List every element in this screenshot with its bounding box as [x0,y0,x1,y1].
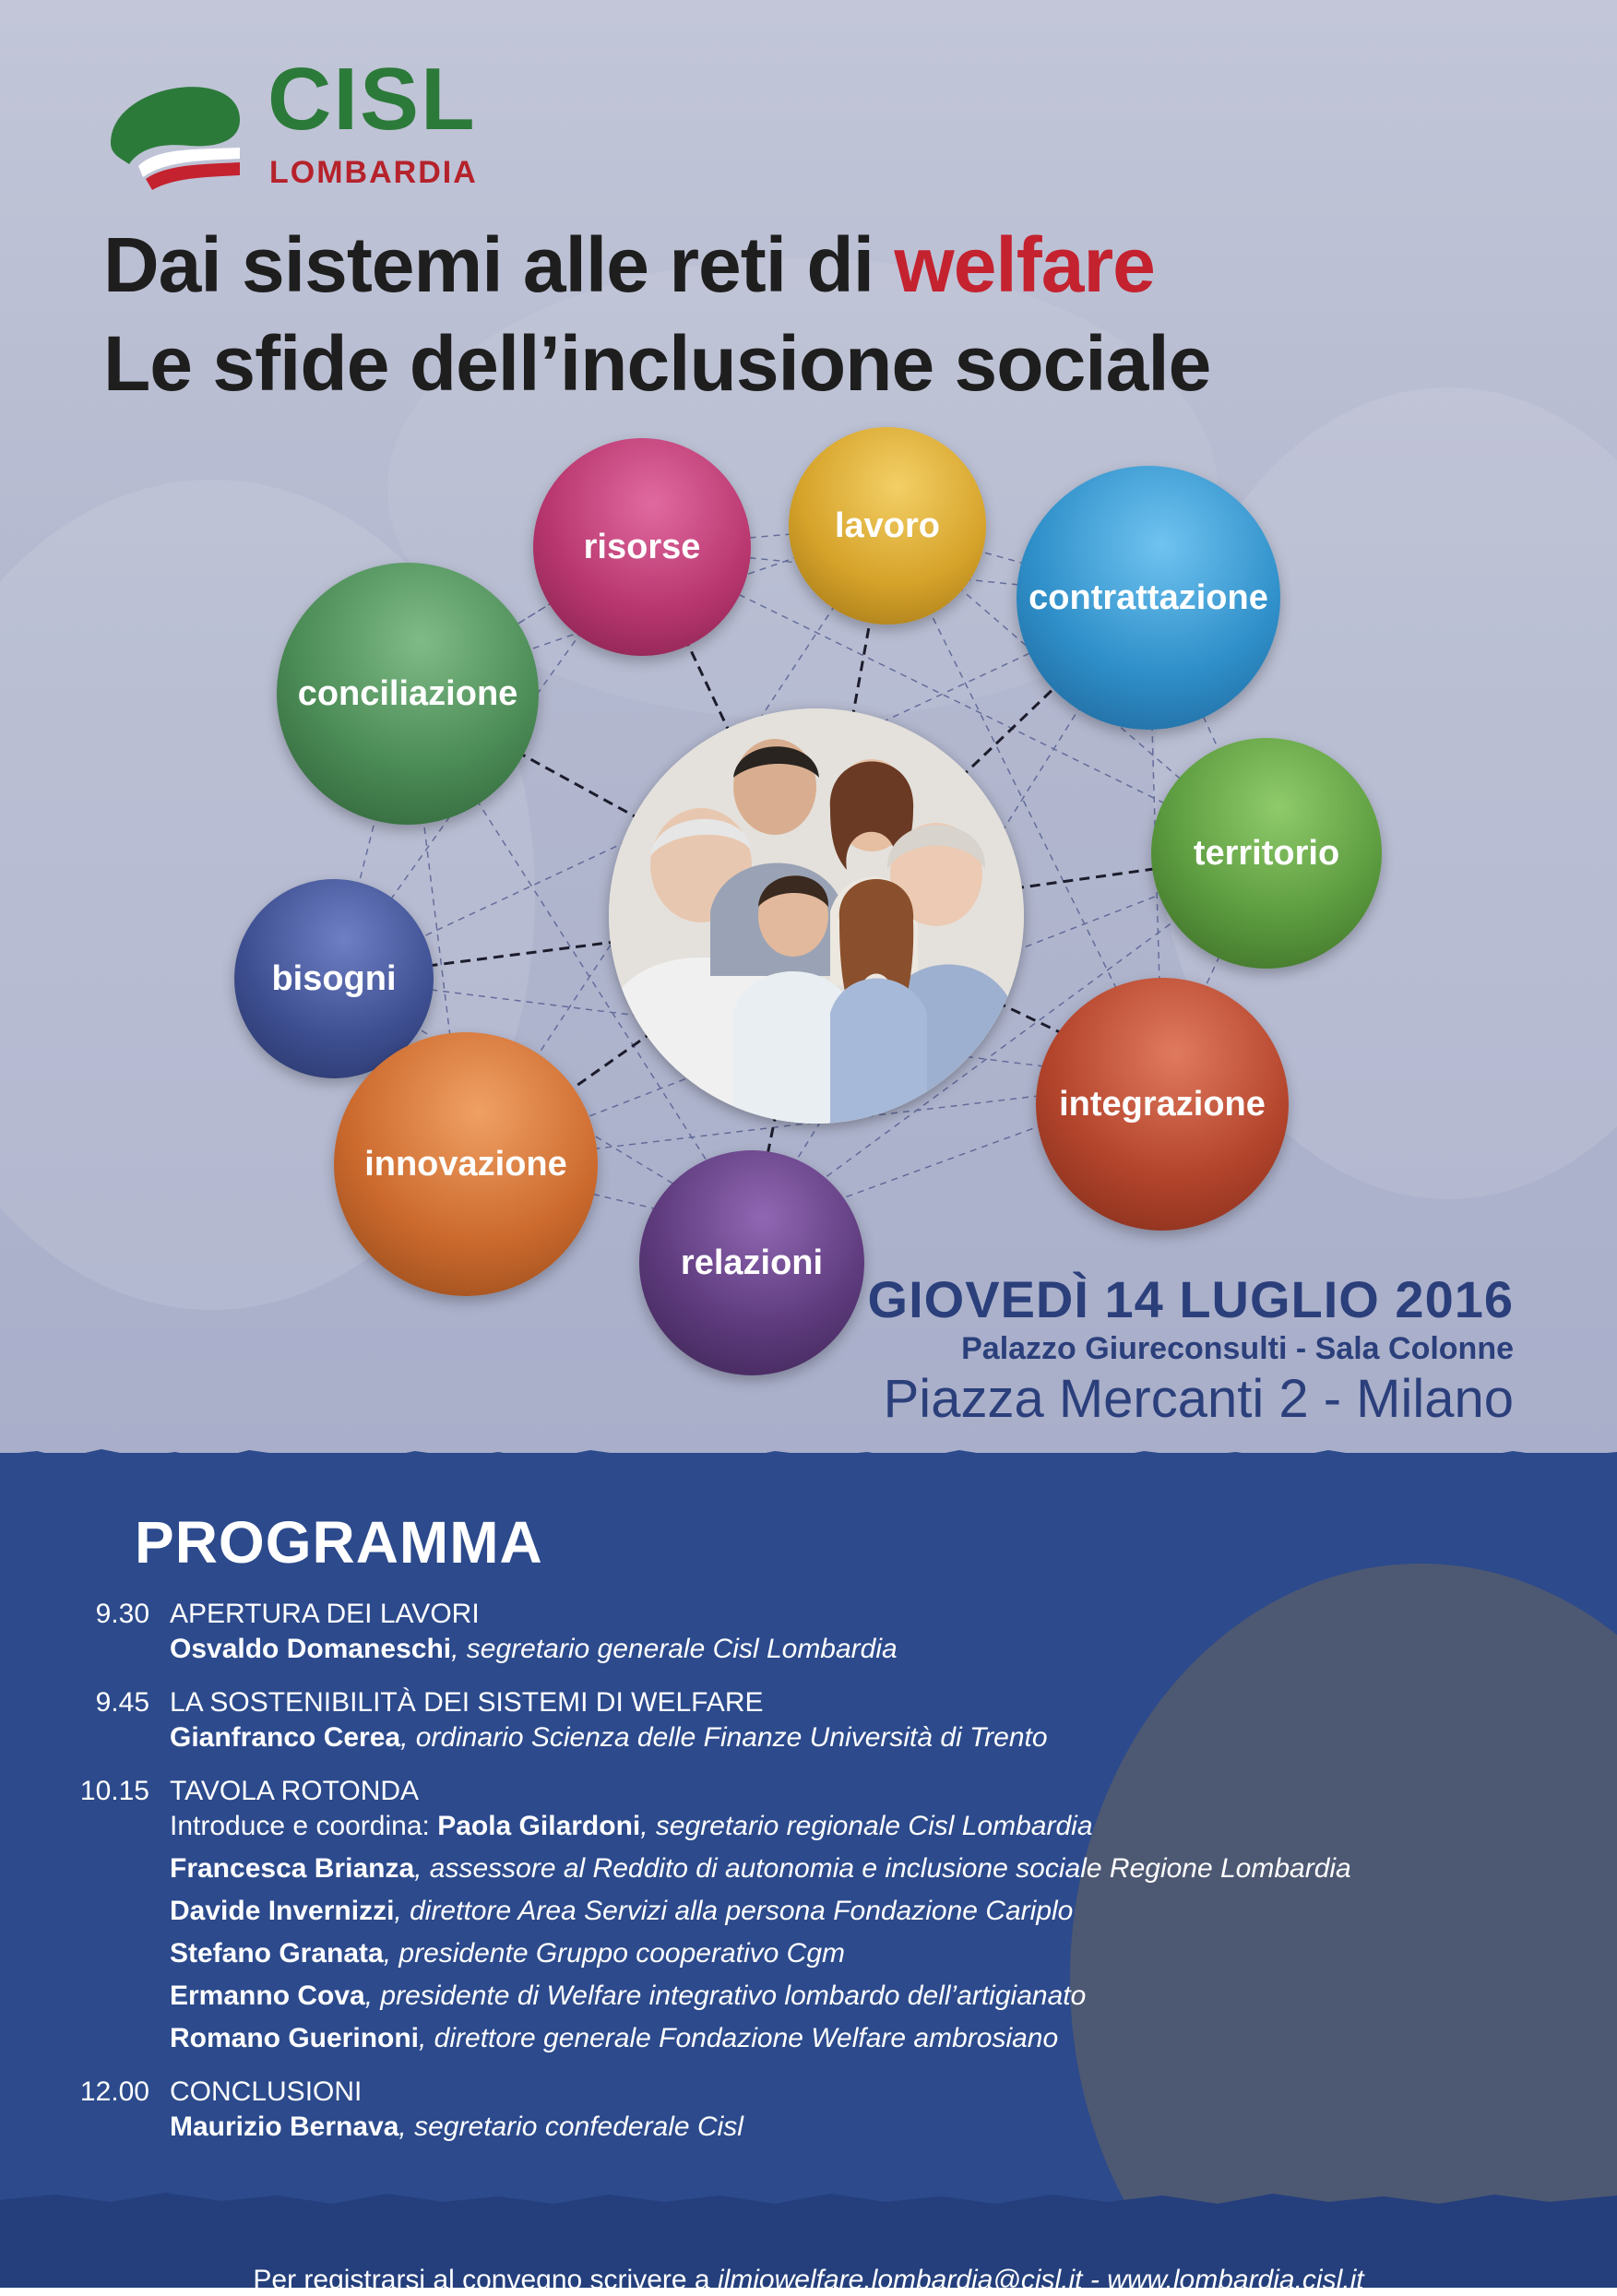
speaker-role: , presidente Gruppo cooperativo Cgm [383,1938,846,1969]
bubble-label: relazioni [680,1243,824,1282]
bubble-label: innovazione [364,1144,567,1184]
bubble-contrattazione [1017,466,1280,730]
event-venue: Palazzo Giureconsulti - Sala Colonne [961,1330,1514,1366]
bubble-label: territorio [1193,833,1340,873]
speaker-name: Stefano Granata [170,1938,384,1969]
footer-separator: - [1082,2265,1108,2295]
program-heading: LA SOSTENIBILITÀ DEI SISTEMI DI WELFARE [170,1687,764,1718]
bubble-relazioni [639,1150,864,1375]
program-time: 12.00 [79,2076,149,2107]
bubble-innovazione [334,1032,598,1296]
bubble-territorio [1151,738,1382,969]
bubble-lavoro [789,427,986,625]
speaker-name: Romano Guerinoni [170,2023,419,2053]
speaker-role: , segretario generale Cisl Lombardia [451,1634,898,1664]
speaker-role: , assessore al Reddito di autonomia e inclusione sociale Regione Lombardia [414,1853,1351,1884]
speaker-role: , segretario confederale Cisl [398,2112,743,2142]
title-prefix: Dai sistemi alle reti di [103,221,874,308]
program-heading: APERTURA DEI LAVORI [170,1599,480,1629]
bubble-label: lavoro [834,506,941,545]
speech-bubble-shape [1070,1564,1617,2288]
bubble-label: risorse [583,527,701,566]
family-photo [609,708,1024,1124]
page-title-line2: Le sfide dell’inclusione sociale [103,320,1211,407]
logo-brand: CISL [268,50,477,149]
program-heading: TAVOLA ROTONDA [170,1776,420,1806]
program-heading: CONCLUSIONI [170,2076,363,2107]
bubble-label: bisogni [271,958,397,998]
event-place: Piazza Mercanti 2 - Milano [883,1368,1514,1429]
family-photo-illustration [609,708,1024,1124]
program-time: 9.45 [95,1687,149,1718]
speaker-role: , direttore Area Servizi alla persona Fondazione Cariplo [394,1896,1074,1926]
program-intro: Introduce e coordina: [170,1811,438,1841]
logo-region: LOMBARDIA [269,155,478,190]
registration-footer [0,2265,1617,2296]
speaker-name: Maurizio Bernava [170,2112,399,2142]
speaker-role: , presidente di Welfare integrativo lombardo dell’artigianato [364,1981,1087,2011]
speaker-name: Francesca Brianza [170,1853,415,1884]
footer-text: Per registrarsi al convegno scrivere a [253,2265,718,2295]
program-time: 9.30 [95,1599,149,1629]
bubble-label: contrattazione [1028,577,1268,617]
program-section [0,1453,1617,2288]
speaker-name: Paola Gilardoni [437,1811,641,1841]
event-info [868,1271,1514,1430]
speaker-name: Osvaldo Domaneschi [170,1634,452,1664]
bubble-label: integrazione [1059,1084,1266,1124]
program-time: 10.15 [79,1776,149,1806]
speaker-name: Davide Invernizzi [170,1896,395,1926]
title-accent: welfare [894,221,1155,308]
footer-email-link[interactable]: ilmiowelfare.lombardia@cisl.it [717,2265,1083,2295]
speaker-role: , direttore generale Fondazione Welfare ambrosiano [419,2023,1059,2053]
speaker-role: , ordinario Scienza delle Finanze Università di Trento [400,1722,1048,1753]
event-date: GIOVEDÌ 14 LUGLIO 2016 [867,1270,1514,1328]
speaker-role: , segretario regionale Cisl Lombardia [640,1811,1093,1841]
bubble-conciliazione [277,563,539,825]
speaker-name: Ermanno Cova [170,1981,365,2011]
bubble-integrazione [1036,978,1289,1231]
bubble-risorse [533,438,751,656]
program-title: PROGRAMMA [135,1509,543,1576]
speaker-name: Gianfranco Cerea [170,1722,401,1753]
footer-website-link[interactable]: www.lombardia.cisl.it [1107,2265,1364,2295]
bubble-label: conciliazione [297,673,518,713]
